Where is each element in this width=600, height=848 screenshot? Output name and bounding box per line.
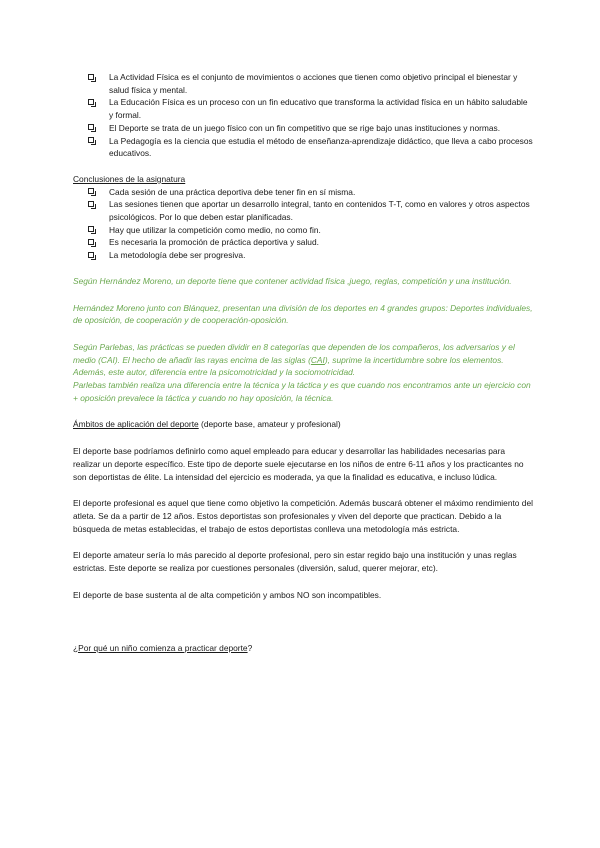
list-item: Las sesiones tienen que aportar un desarrollo integral, tanto en contenidos T-T, como en valores y otros aspectos psicológicos. Por lo que deben estar planificadas. bbox=[73, 198, 533, 223]
checkbox-bullet-icon bbox=[88, 74, 94, 80]
definitions-list bbox=[73, 71, 533, 160]
parlebas-note-3: Parlebas también realiza una diferencia entre la técnica y la táctica y es que cuando nos encontramos ante un ejercicio con + oposición prevalece la táctica y cuando no hay oposición, la técnica. bbox=[73, 380, 531, 403]
list-item: Hay que utilizar la competición como medio, no como fin. bbox=[73, 224, 533, 237]
checkbox-bullet-icon bbox=[88, 239, 94, 245]
conclusions-list bbox=[73, 186, 533, 262]
checkbox-bullet-icon bbox=[88, 252, 94, 258]
list-item: La Actividad Física es el conjunto de movimientos o acciones que tienen como objetivo principal el bienestar y salud física y mental. bbox=[73, 71, 533, 96]
checkbox-bullet-icon bbox=[88, 137, 94, 143]
list-item: Cada sesión de una práctica deportiva debe tener fin en sí misma. bbox=[73, 186, 533, 199]
checkbox-bullet-icon bbox=[88, 201, 94, 207]
question-heading: ¿Por qué un niño comienza a practicar deporte? bbox=[73, 642, 253, 653]
deporte-profesional-paragraph: El deporte profesional es aquel que tiene como objetivo la competición. Además buscará obtener el máximo rendimiento del atleta. Se da a partir de 12 años. Estos deportistas son profesionales y viven del deporte que practican. Debido a la búsqueda de metas establecidas, el trabajo de estos deportistas conlleva una metodología más estricta. bbox=[73, 498, 533, 534]
checkbox-bullet-icon bbox=[88, 99, 94, 105]
deporte-conclusion-paragraph: El deporte de base sustenta al de alta competición y ambos NO son incompatibles. bbox=[73, 589, 382, 600]
document-body bbox=[73, 71, 533, 654]
checkbox-bullet-icon bbox=[88, 226, 94, 232]
checkbox-bullet-icon bbox=[88, 124, 94, 130]
blanquez-note: Hernández Moreno junto con Blánquez, presentan una división de los deportes en 4 grandes grupos: Deportes individuales, de oposición, de cooperación y de cooperación-oposición. bbox=[73, 302, 533, 326]
checkbox-bullet-icon bbox=[88, 188, 94, 194]
hernandez-note: Según Hernández Moreno, un deporte tiene que contener actividad física ,juego, reglas, competición y una institución. bbox=[73, 275, 512, 286]
parlebas-note-1: Según Parlebas, las prácticas se pueden dividir en 8 categorías que dependen de los compañeros, los adversarios y el medio (CAI). El hecho de añadir las rayas encima de las siglas (CAI), suprime la incertidumbre sobre los elementos. bbox=[73, 341, 515, 365]
list-item: El Deporte se trata de un juego físico con un fin competitivo que se rige bajo unas instituciones y normas. bbox=[73, 122, 533, 135]
list-item: Es necesaria la promoción de práctica deportiva y salud. bbox=[73, 236, 533, 249]
deporte-amateur-paragraph: El deporte amateur sería lo más parecido al deporte profesional, pero sin estar regido bajo una institución y unas reglas estrictas. Este deporte se realiza por cuestiones personales (diversión, salud, querer mejorar, etc). bbox=[73, 550, 517, 574]
ambitos-heading: Ámbitos de aplicación del deporte (deporte base, amateur y profesional) bbox=[73, 419, 341, 430]
deporte-base-paragraph: El deporte base podríamos definirlo como aquel empleado para educar y desarrollar las habilidades necesarias para realizar un deporte específico. Este tipo de deporte suele ejecutarse en los niños de entre 6-11 años y los practicantes no son deportistas de élite. La intensidad del ejercicio es moderada, ya que la finalidad es educativa, e incluso lúdica. bbox=[73, 446, 524, 482]
parlebas-note-2: Además, este autor, diferencia entre la psicomotricidad y la sociomotricidad. bbox=[73, 367, 356, 378]
list-item: La metodología debe ser progresiva. bbox=[73, 249, 533, 262]
list-item: La Pedagogía es la ciencia que estudia el método de enseñanza-aprendizaje didáctico, que lleva a cabo procesos educativos. bbox=[73, 135, 533, 160]
list-item: La Educación Física es un proceso con un fin educativo que transforma la actividad física en un hábito saludable y formal. bbox=[73, 96, 533, 121]
conclusions-heading: Conclusiones de la asignatura bbox=[73, 173, 186, 184]
cai-acronym: CAI bbox=[310, 354, 325, 365]
